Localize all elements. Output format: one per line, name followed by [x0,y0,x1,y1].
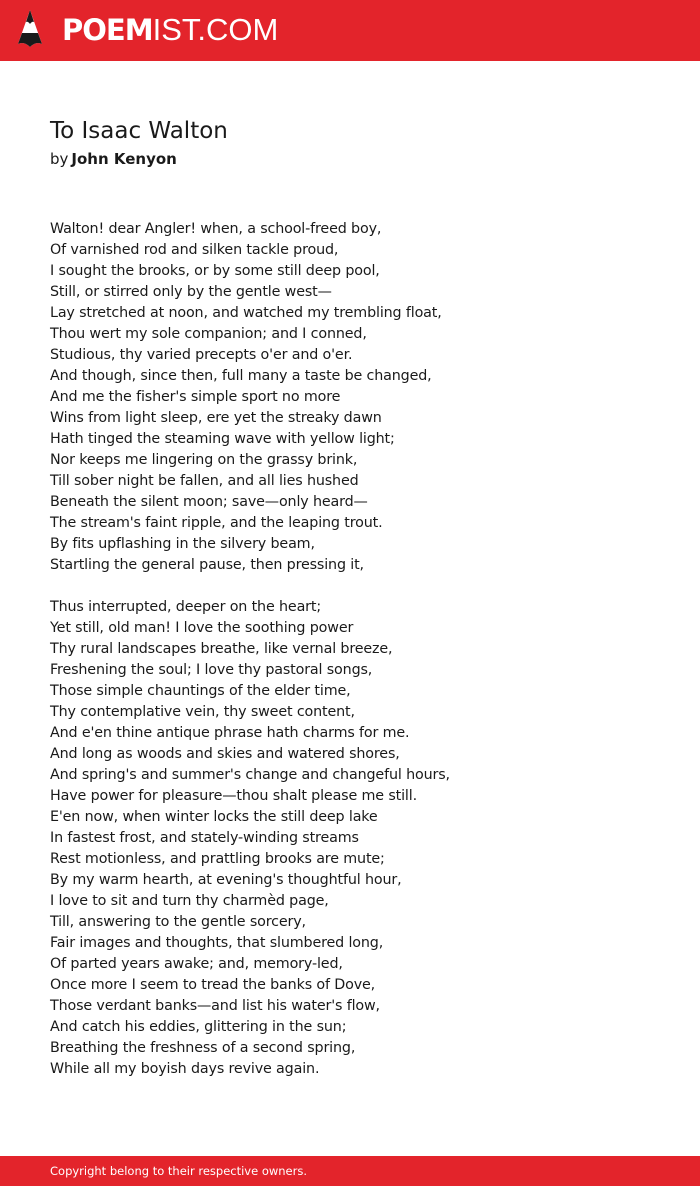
poem-line: Studious, thy varied precepts o'er and o'er. [50,347,353,363]
poem-line: Fair images and thoughts, that slumbered long, [50,935,384,951]
poem-line: E'en now, when winter locks the still deep lake [50,809,378,825]
site-header [0,0,700,61]
poem-line: Thou wert my sole companion; and I conned, [50,326,367,342]
poem-line: Hath tinged the steaming wave with yellow light; [50,431,395,447]
poem-line: Breathing the freshness of a second spring, [50,1040,356,1056]
poem-line: Thus interrupted, deeper on the heart; [50,599,322,615]
poem-line: The stream's faint ripple, and the leaping trout. [50,515,383,531]
poem-body [50,219,670,1080]
by-label: by [50,150,69,168]
poem-line: And spring's and summer's change and changeful hours, [50,767,450,783]
poem-line: Wins from light sleep, ere yet the streaky dawn [50,410,382,426]
poem-line: Thy rural landscapes breathe, like vernal breeze, [50,641,393,657]
poem-line: And catch his eddies, glittering in the sun; [50,1019,347,1035]
poem-line: I love to sit and turn thy charmèd page, [50,893,329,909]
site-footer [0,1156,700,1186]
poem-line: Rest motionless, and prattling brooks are mute; [50,851,385,867]
logo-text-bold: POEM [62,13,153,47]
poem-author: John Kenyon [71,150,177,168]
poem-line: While all my boyish days revive again. [50,1061,320,1077]
poem-line: And long as woods and skies and watered shores, [50,746,400,762]
poem-line: Have power for pleasure—thou shalt please me still. [50,788,417,804]
poem-line: Till sober night be fallen, and all lies hushed [50,473,359,489]
poem-line: Lay stretched at noon, and watched my trembling float, [50,305,442,321]
poem-line: In fastest frost, and stately-winding streams [50,830,359,846]
stanza-break [50,576,670,597]
poem-line: And e'en thine antique phrase hath charms for me. [50,725,410,741]
poem-line: And though, since then, full many a taste be changed, [50,368,432,384]
poem-line: Those verdant banks—and list his water's flow, [50,998,380,1014]
poem-line: Nor keeps me lingering on the grassy brink, [50,452,358,468]
poem-line: And me the fisher's simple sport no more [50,389,341,405]
poem-line: Till, answering to the gentle sorcery, [50,914,306,930]
poem-line: Those simple chauntings of the elder time, [50,683,351,699]
poem-line: Thy contemplative vein, thy sweet content, [50,704,355,720]
poem-line: Freshening the soul; I love thy pastoral songs, [50,662,373,678]
poem-line: Of varnished rod and silken tackle proud, [50,242,339,258]
poem-line: Yet still, old man! I love the soothing power [50,620,354,636]
site-logo[interactable] [62,12,278,48]
copyright-notice: Copyright belong to their respective owners. [50,1164,308,1178]
poem-line: By fits upflashing in the silvery beam, [50,536,315,552]
logo-text-light: IST.COM [152,12,279,47]
poem-line: Walton! dear Angler! when, a school-freed boy, [50,221,382,237]
poem-line: By my warm hearth, at evening's thoughtful hour, [50,872,402,888]
poem-line: I sought the brooks, or by some still deep pool, [50,263,380,279]
poem-line: Still, or stirred only by the gentle west— [50,284,332,300]
pencil-tip-icon[interactable] [17,9,43,51]
poem-line: Beneath the silent moon; save—only heard— [50,494,368,510]
poem-line: Once more I seem to tread the banks of Dove, [50,977,376,993]
poem-title: To Isaac Walton [50,118,228,144]
poem-line: Of parted years awake; and, memory-led, [50,956,343,972]
poem-line: Startling the general pause, then pressing it, [50,557,364,573]
poem-byline [50,148,177,170]
